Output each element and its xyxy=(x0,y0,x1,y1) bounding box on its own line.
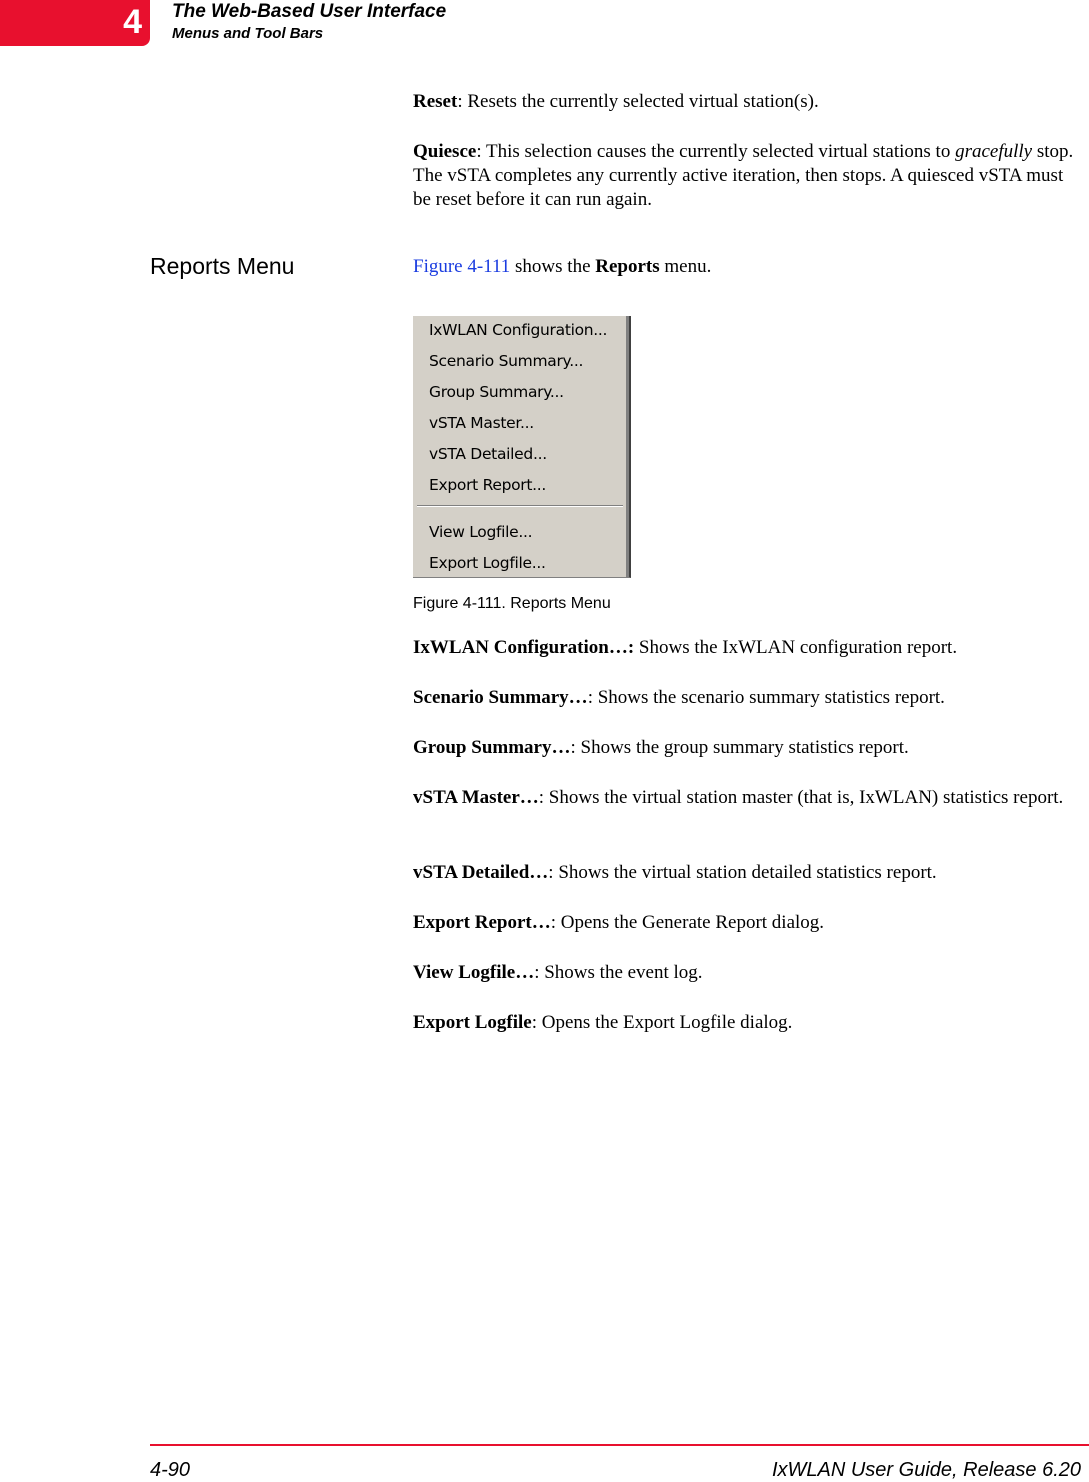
reset-text: : Resets the currently selected virtual station(s). xyxy=(457,91,819,112)
desc-term: Group Summary… xyxy=(413,737,571,758)
menu-separator xyxy=(417,505,623,507)
figure-caption: Figure 4-111. Reports Menu xyxy=(413,595,611,612)
desc-text: : Opens the Generate Report dialog. xyxy=(550,912,825,933)
desc-term: Scenario Summary… xyxy=(413,687,588,708)
menu-item-vsta-master[interactable]: vSTA Master... xyxy=(429,414,534,432)
desc-vsta-detailed xyxy=(413,861,1083,885)
desc-text: : Opens the Export Logfile dialog. xyxy=(531,1012,793,1033)
desc-ixwlan-configuration xyxy=(413,636,1083,660)
quiesce-text-after: stop. The vSTA completes any currently active iteration, then stops. A quiesced vSTA must be reset before it can run again. xyxy=(413,141,1074,210)
desc-term: vSTA Master… xyxy=(413,787,539,808)
menu-item-view-logfile[interactable]: View Logfile... xyxy=(429,523,533,541)
desc-text: : Shows the virtual station master (that is, IxWLAN) statistics report. xyxy=(538,787,1064,808)
desc-export-report xyxy=(413,911,1083,935)
menu-item-ixwlan-configuration[interactable]: IxWLAN Configuration... xyxy=(429,321,608,339)
desc-text: : Shows the group summary statistics report. xyxy=(570,737,909,758)
header-title: The Web-Based User Interface xyxy=(172,1,447,22)
desc-term: Export Report… xyxy=(413,912,551,933)
chapter-tab xyxy=(0,0,150,46)
section-intro xyxy=(413,255,1083,279)
desc-term: Export Logfile xyxy=(413,1012,532,1033)
figure-link[interactable]: Figure 4-111 xyxy=(413,256,511,277)
desc-text: : Shows the virtual station detailed statistics report. xyxy=(548,862,937,883)
menu-item-vsta-detailed[interactable]: vSTA Detailed... xyxy=(429,445,547,463)
page-number: 4-90 xyxy=(150,1459,191,1481)
reset-paragraph xyxy=(413,90,1083,114)
chapter-number: 4 xyxy=(123,3,142,41)
section-heading: Reports Menu xyxy=(150,253,295,279)
desc-text: : Shows the event log. xyxy=(534,962,703,983)
quiesce-text-before: : This selection causes the currently selected virtual stations to xyxy=(476,141,956,162)
quiesce-paragraph xyxy=(413,140,1083,212)
desc-group-summary xyxy=(413,736,1083,760)
section-intro-term: Reports xyxy=(595,256,660,277)
desc-text: Shows the IxWLAN configuration report. xyxy=(634,637,958,658)
reset-term: Reset xyxy=(413,91,458,112)
menu-item-scenario-summary[interactable]: Scenario Summary... xyxy=(429,352,584,370)
desc-term: vSTA Detailed… xyxy=(413,862,549,883)
desc-export-logfile xyxy=(413,1011,1083,1035)
quiesce-term: Quiesce xyxy=(413,141,477,162)
footer-doc-title: IxWLAN User Guide, Release 6.20 xyxy=(771,1459,1081,1481)
desc-text: : Shows the scenario summary statistics report. xyxy=(587,687,945,708)
desc-view-logfile xyxy=(413,961,1083,985)
footer-rule xyxy=(150,1444,1089,1446)
quiesce-emphasis: gracefully xyxy=(955,141,1033,162)
menu-item-group-summary[interactable]: Group Summary... xyxy=(429,383,564,401)
menu-item-export-report[interactable]: Export Report... xyxy=(429,476,547,494)
reports-menu xyxy=(413,316,631,578)
desc-term: IxWLAN Configuration…: xyxy=(413,637,635,658)
desc-scenario-summary xyxy=(413,686,1083,710)
section-intro-mid: shows the xyxy=(510,256,596,277)
desc-term: View Logfile… xyxy=(413,962,535,983)
desc-vsta-master xyxy=(413,786,1083,810)
menu-item-export-logfile[interactable]: Export Logfile... xyxy=(429,554,546,572)
section-intro-end: menu. xyxy=(659,256,712,277)
header-subtitle: Menus and Tool Bars xyxy=(172,25,324,42)
